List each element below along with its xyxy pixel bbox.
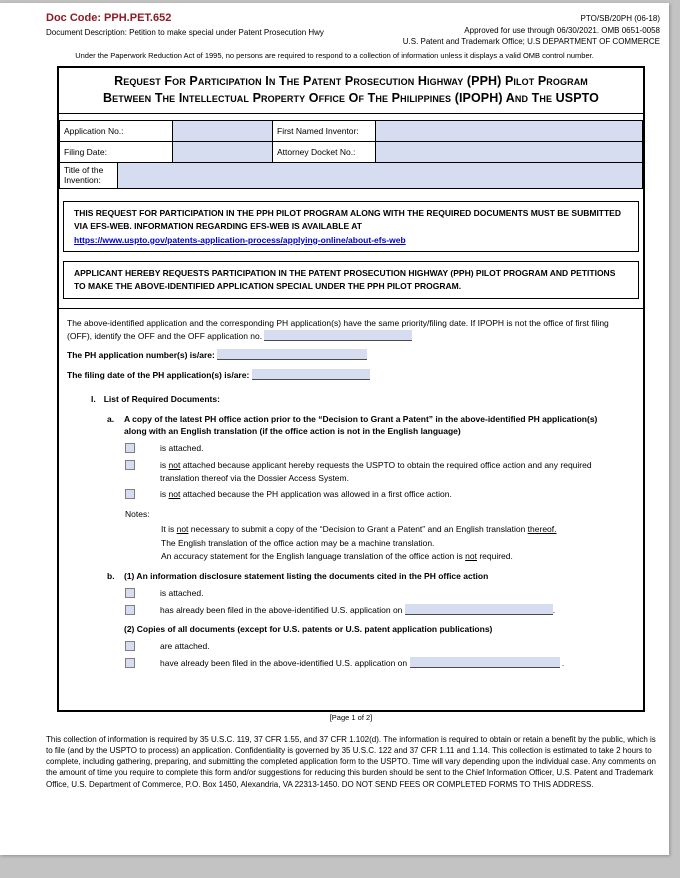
- form-number: PTO/SB/20PH (06-18): [580, 14, 660, 23]
- b1-option-attached: [125, 587, 635, 600]
- form-box: [57, 66, 645, 712]
- form-content: [59, 308, 643, 710]
- item-a-heading-text: A copy of the latest PH office action prior to the “Decision to Grant a Patent” in the above-identified PH application(s) along with an English translation (if the office action is not in the English language): [124, 413, 598, 437]
- b1-already-filed-checkbox[interactable]: [125, 605, 135, 615]
- header-left: [46, 12, 324, 48]
- first-named-inventor-label: First Named Inventor:: [273, 120, 376, 141]
- header-right: [403, 12, 660, 48]
- ph-application-numbers-input[interactable]: [217, 349, 367, 360]
- efs-web-link[interactable]: https://www.uspto.gov/patents-application-process/applying-online/about-efs-web: [74, 234, 406, 245]
- a-option-attached: [125, 442, 635, 455]
- note-3: An accuracy statement for the English language translation of the office action is not required.: [161, 551, 513, 562]
- form-title: [59, 68, 643, 114]
- application-no-label: Application No.:: [60, 120, 173, 141]
- application-no-input[interactable]: [173, 120, 273, 141]
- off-application-no-input[interactable]: [264, 330, 412, 341]
- b2-already-filed-label: have already been filed in the above-identified U.S. application on .: [160, 657, 565, 668]
- agency-line: U.S. Patent and Trademark Office; U.S DEPARTMENT OF COMMERCE: [402, 37, 660, 47]
- first-named-inventor-input[interactable]: [376, 120, 643, 141]
- invention-title-table: [59, 162, 643, 189]
- b2-already-filed-checkbox[interactable]: [125, 658, 135, 668]
- table-row: [60, 141, 643, 162]
- b1-is-attached-label: is attached.: [160, 587, 204, 598]
- attorney-docket-no-input[interactable]: [376, 141, 643, 162]
- item-b: [107, 570, 635, 670]
- note-2: The English translation of the office action may be a machine translation.: [161, 537, 435, 548]
- notes-label: Notes:: [125, 509, 150, 520]
- b2-are-attached-checkbox[interactable]: [125, 641, 135, 651]
- a-not-attached-dossier-checkbox[interactable]: [125, 460, 135, 470]
- b1-filed-date-input[interactable]: [405, 604, 553, 615]
- item-a-letter: a.: [107, 413, 115, 424]
- a-is-attached-checkbox[interactable]: [125, 443, 135, 453]
- item-a: [107, 413, 635, 564]
- omb-approval-line: Approved for use through 06/30/2021. OMB 0651-0058: [464, 25, 660, 35]
- ph-application-numbers-line: [67, 349, 635, 362]
- efs-web-notice-text: THIS REQUEST FOR PARTICIPATION IN THE PPH PILOT PROGRAM ALONG WITH THE REQUIRED DOCUMENTS MUST BE SUBMITTED VIA EFS-WEB. INFORMATION REGARDING EFS-WEB IS AVAILABLE AT: [74, 208, 621, 231]
- filing-date-label: Filing Date:: [60, 141, 173, 162]
- a-is-attached-label: is attached.: [160, 443, 204, 454]
- attorney-docket-no-label: Attorney Docket No.:: [273, 141, 376, 162]
- item-b-letter: b.: [107, 571, 115, 582]
- page-indicator: [Page 1 of 2]: [329, 712, 373, 722]
- application-info-table: [59, 120, 643, 163]
- required-documents-numeral: I.: [91, 393, 96, 404]
- b1-is-attached-checkbox[interactable]: [125, 588, 135, 598]
- document-page: [0, 3, 669, 855]
- doc-code: Doc Code: PPH.PET.652: [46, 12, 172, 24]
- filing-date-input[interactable]: [173, 141, 273, 162]
- b2-option-already-filed: [125, 657, 635, 670]
- form-title-line2: Between The Intellectual Property Office Of The Philippines (IPOPH) And The USPTO: [103, 91, 599, 106]
- ph-filing-date-label: The filing date of the PH application(s) is/are:: [67, 370, 250, 381]
- efs-web-notice-box: [63, 201, 639, 252]
- notes-block: [161, 523, 633, 563]
- item-a-heading: [107, 413, 635, 439]
- b1-already-filed-label: has already been filed in the above-identified U.S. application on .: [160, 604, 556, 615]
- item-b-part1-heading: [107, 570, 635, 583]
- required-documents-heading: [91, 393, 635, 406]
- b2-filed-date-input[interactable]: [410, 657, 560, 668]
- priority-filing-intro-text: The above-identified application and the corresponding PH application(s) have the same priority/filing date. If IPOPH is not the office of first filing (OFF), identify the OFF and the OFF application no.: [67, 317, 609, 341]
- paperwork-reduction-notice: Under the Paperwork Reduction Act of 1995, no persons are required to respond to a collection of information unless it displays a valid OMB control number.: [75, 50, 594, 60]
- request-statement-box: [63, 261, 639, 299]
- doc-description: Document Description: Petition to make special under Patent Prosecution Hwy: [46, 28, 324, 37]
- priority-filing-intro: [67, 317, 635, 343]
- ph-application-numbers-label: The PH application number(s) is/are:: [67, 350, 215, 361]
- burden-statement: This collection of information is required by 35 U.S.C. 119, 37 CFR 1.55, and 37 CFR 1.102(d). The information is required to obtain or retain a benefit by the public, which is to file (and by the USPTO to process) an application. Confidentiality is governed by 35 U.S.C. 122 and 37 CFR 1.11 and 1.14. This collection is estimated to take 2 hours to complete, including gathering, preparing, and submitting the completed application form to the USPTO. Time will vary depending upon the individual case. Any comments on the amount of time you require to complete this form and/or suggestions for reducing this burden should be sent to the Chief Information Officer, U.S. Patent and Trademark Office, U.S. Department of Commerce, P.O. Box 1450, Alexandria, VA 22313-1450. DO NOT SEND FEES OR COMPLETED FORMS TO THIS ADDRESS.: [46, 734, 656, 789]
- b2-are-attached-label: are attached.: [160, 641, 210, 652]
- table-row: [60, 120, 643, 141]
- ph-filing-date-input[interactable]: [252, 369, 370, 380]
- request-statement-text: APPLICANT HEREBY REQUESTS PARTICIPATION IN THE PATENT PROSECUTION HIGHWAY (PPH) PILOT PROGRAM AND PETITIONS TO MAKE THE ABOVE-IDENTIFIED APPLICATION SPECIAL UNDER THE PPH PILOT PROGRAM.: [74, 268, 616, 292]
- a-not-attached-first-action-label: is not attached because the PH application was allowed in a first office action.: [160, 489, 452, 500]
- item-b-part2-heading: (2) Copies of all documents (except for U.S. patents or U.S. patent application publications): [124, 624, 493, 635]
- form-header: [0, 12, 669, 48]
- a-option-not-attached-dossier: [125, 459, 635, 485]
- table-row: [60, 162, 643, 188]
- title-of-invention-label: Title of the Invention:: [60, 162, 118, 188]
- b1-option-already-filed: [125, 604, 635, 617]
- ph-filing-date-line: [67, 369, 635, 382]
- title-of-invention-input[interactable]: [118, 162, 643, 188]
- item-b-part1-heading-text: (1) An information disclosure statement listing the documents cited in the PH office action: [124, 571, 489, 582]
- a-option-not-attached-first-action: [125, 488, 635, 501]
- a-not-attached-first-action-checkbox[interactable]: [125, 489, 135, 499]
- required-documents-heading-text: List of Required Documents:: [103, 393, 220, 404]
- a-not-attached-dossier-label: is not attached because applicant hereby requests the USPTO to obtain the required office action and any required translation thereof via the Dossier Access System.: [160, 459, 592, 483]
- note-1: It is not necessary to submit a copy of the “Decision to Grant a Patent” and an English translation thereof.: [161, 523, 557, 534]
- b2-option-attached: [125, 640, 635, 653]
- form-title-line1: Request For Participation In The Patent Prosecution Highway (PPH) Pilot Program: [114, 73, 588, 88]
